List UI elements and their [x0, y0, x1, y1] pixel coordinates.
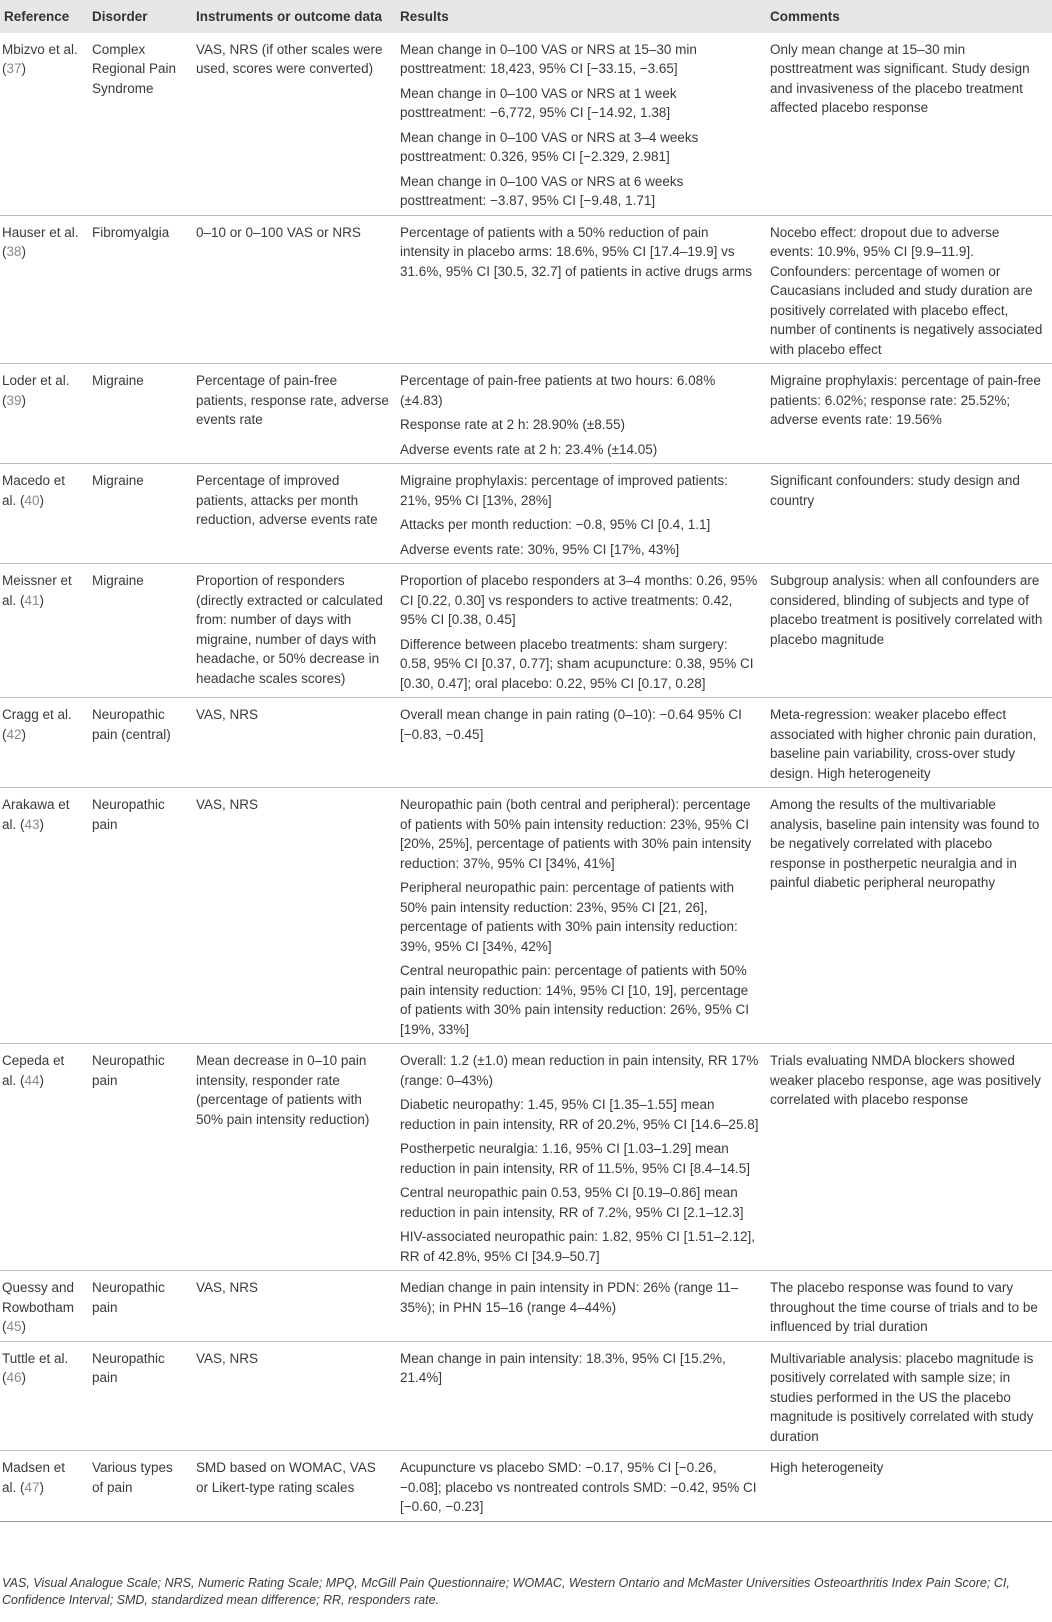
table-row: [0, 1451, 1052, 1522]
cell-disorder: Neuropathic pain: [88, 1044, 192, 1271]
reference-citation-link[interactable]: 38: [6, 244, 22, 259]
table-row: [0, 1341, 1052, 1451]
cell-comments: Trials evaluating NMDA blockers showed weaker placebo response, age was positively correlated with placebo response: [766, 1044, 1052, 1271]
reference-author: Mbizvo et al. (: [2, 41, 78, 76]
result-item: Adverse events rate at 2 h: 23.4% (±14.05): [400, 441, 658, 457]
table-row: [0, 464, 1052, 564]
reference-author: Arakawa et al. (: [2, 797, 70, 832]
reference-author: Cepeda et al. (: [2, 1053, 65, 1088]
reference-citation-link[interactable]: 39: [6, 392, 22, 408]
cell-results: [396, 33, 766, 216]
result-item: Overall mean change in pain rating (0–10): −0.64 95% CI [−0.83, −0.45]: [400, 707, 742, 742]
cell-disorder: Neuropathic pain: [88, 1271, 192, 1342]
cell-instruments: VAS, NRS: [192, 1271, 396, 1342]
reference-paren: ): [21, 1319, 27, 1334]
reference-paren: ): [21, 1370, 27, 1385]
header-comments: Comments: [766, 0, 1052, 33]
reference-author: Madsen et al. (: [2, 1460, 66, 1495]
cell-results: [396, 564, 766, 698]
reference-paren: ): [39, 1479, 45, 1495]
cell-comments: Subgroup analysis: when all confounders are considered, blinding of subjects and type of placebo treatment is positively correlated with placebo magnitude: [766, 564, 1052, 698]
cell-comments: Among the results of the multivariable analysis, baseline pain intensity was found to be negatively correlated with placebo response in postherpetic neuralgia and in painful diabetic peripheral neuropathy: [766, 788, 1052, 1044]
header-results: Results: [396, 0, 766, 33]
cell-reference: [0, 215, 88, 364]
reference-paren: ): [39, 592, 45, 608]
cell-instruments: SMD based on WOMAC, VAS or Likert-type rating scales: [192, 1451, 396, 1522]
result-item: Peripheral neuropathic pain: percentage of patients with 50% pain intensity reduction: 23%, 95% CI [21, 26], percentage of patients with 30% pain intensity reduction: 39%, 95% CI [34%, 42%]: [400, 880, 738, 954]
reference-paren: ): [39, 816, 45, 832]
reference-author: Macedo et al. (: [2, 473, 66, 508]
reference-author: Meissner et al. (: [2, 573, 72, 608]
result-item: Diabetic neuropathy: 1.45, 95% CI [1.35–1.55] mean reduction in pain intensity, RR of 20.2%, 95% CI [14.6–25.8]: [400, 1097, 759, 1132]
reference-paren: ): [21, 61, 27, 76]
cell-instruments: Percentage of pain-free patients, response rate, adverse events rate: [192, 364, 396, 464]
cell-reference: [0, 1341, 88, 1451]
reference-citation-link[interactable]: 40: [24, 492, 40, 508]
cell-results: [396, 364, 766, 464]
cell-reference: [0, 1271, 88, 1342]
reference-paren: ): [39, 1072, 45, 1088]
cell-results: [396, 464, 766, 564]
reference-citation-link[interactable]: 46: [6, 1370, 22, 1385]
result-item: Difference between placebo treatments: sham surgery: 0.58, 95% CI [0.37, 0.77]; sham acupuncture: 0.38, 95% CI [0.30, 0.47]; oral placebo: 0.22, 95% CI [0.17, 0.28]: [400, 636, 754, 691]
cell-comments: The placebo response was found to vary throughout the time course of trials and to be influenced by trial duration: [766, 1271, 1052, 1342]
cell-instruments: VAS, NRS: [192, 698, 396, 788]
result-item: Mean change in 0–100 VAS or NRS at 15–30 min posttreatment: 18,423, 95% CI [−33.15, −3.65]: [400, 41, 697, 76]
result-item: Median change in pain intensity in PDN: 26% (range 11–35%); in PHN 15–16 (range 4–44%): [400, 1280, 739, 1315]
cell-instruments: VAS, NRS: [192, 788, 396, 1044]
result-item: Response rate at 2 h: 28.90% (±8.55): [400, 417, 626, 432]
table-header-row: [0, 0, 1052, 33]
cell-reference: [0, 1044, 88, 1271]
cell-results: [396, 698, 766, 788]
result-item: Acupuncture vs placebo SMD: −0.17, 95% CI [−0.26, −0.08]; placebo vs nontreated controls SMD: −0.42, 95% CI [−0.60, −0.23]: [400, 1460, 757, 1514]
result-item: Mean change in 0–100 VAS or NRS at 6 weeks posttreatment: −3.87, 95% CI [−9.48, 1.71]: [400, 173, 684, 208]
reference-citation-link[interactable]: 45: [6, 1319, 22, 1334]
header-instruments: Instruments or outcome data: [192, 0, 396, 33]
table-footnote: VAS, Visual Analogue Scale; NRS, Numeric Rating Scale; MPQ, McGill Pain Questionnaire; WOMAC, Western Ontario and McMaster Universities Osteoarthritis Index Pain Score; CI, Confidence Interval; SMD, standardized mean difference; RR, responders rate.: [2, 1576, 1010, 1607]
table-body: [0, 33, 1052, 1522]
cell-reference: [0, 464, 88, 564]
cell-reference: [0, 564, 88, 698]
reference-citation-link[interactable]: 44: [24, 1072, 40, 1088]
cell-disorder: Neuropathic pain: [88, 788, 192, 1044]
result-item: Mean change in pain intensity: 18.3%, 95% CI [15.2%, 21.4%]: [400, 1350, 726, 1385]
cell-instruments: Mean decrease in 0–10 pain intensity, responder rate (percentage of patients with 50% pain intensity reduction): [192, 1044, 396, 1271]
cell-instruments: VAS, NRS: [192, 1341, 396, 1451]
table-row: [0, 1044, 1052, 1271]
table-row: [0, 364, 1052, 464]
cell-comments: Multivariable analysis: placebo magnitude is positively correlated with sample size; in studies performed in the US the placebo magnitude is positively correlated with study duration: [766, 1341, 1052, 1451]
result-item: Postherpetic neuralgia: 1.16, 95% CI [1.03–1.29] mean reduction in pain intensity, RR of 11.5%, 95% CI [8.4–14.5]: [400, 1141, 750, 1176]
result-item: Mean change in 0–100 VAS or NRS at 1 week posttreatment: −6,772, 95% CI [−14.92, 1.38]: [400, 85, 677, 120]
cell-comments: Nocebo effect: dropout due to adverse events: 10.9%, 95% CI [9.9–11.9]. Confounders: percentage of women or Caucasians included and study duration are positively correlated with placebo effect, number of continents is negatively associated with placebo effect: [766, 215, 1052, 364]
reference-paren: ): [21, 392, 27, 408]
result-item: Central neuropathic pain: percentage of patients with 50% pain intensity reduction: 14%, 95% CI [10, 19], percentage of patients with 30% pain intensity reduction: 26%, 95% CI [19%, 33%]: [400, 963, 749, 1037]
cell-disorder: Various types of pain: [88, 1451, 192, 1522]
header-reference: Reference: [0, 0, 88, 33]
cell-comments: Significant confounders: study design and country: [766, 464, 1052, 564]
cell-comments: Meta-regression: weaker placebo effect associated with higher chronic pain duration, baseline pain variability, cross-over study design. High heterogeneity: [766, 698, 1052, 788]
result-item: HIV-associated neuropathic pain: 1.82, 95% CI [1.51–2.12], RR of 42.8%, 95% CI [34.9–50.7]: [400, 1229, 755, 1264]
cell-comments: Migraine prophylaxis: percentage of pain-free patients: 6.02%; response rate: 25.52%; adverse events rate: 19.56%: [766, 364, 1052, 464]
cell-disorder: Neuropathic pain: [88, 1341, 192, 1451]
reference-author: Quessy and Rowbotham (: [2, 1280, 75, 1334]
reference-author: Cragg et al. (: [2, 707, 72, 742]
result-item: Percentage of pain-free patients at two hours: 6.08% (±4.83): [400, 373, 716, 408]
cell-reference: [0, 33, 88, 216]
result-item: Proportion of placebo responders at 3–4 months: 0.26, 95% CI [0.22, 0.30] vs responders to active treatments: 0.42, 95% CI [0.38, 0.45]: [400, 573, 758, 627]
header-disorder: Disorder: [88, 0, 192, 33]
cell-results: [396, 788, 766, 1044]
table-row: [0, 564, 1052, 698]
result-item: Attacks per month reduction: −0.8, 95% CI [0.4, 1.1]: [400, 517, 711, 532]
cell-results: [396, 1451, 766, 1522]
result-item: Overall: 1.2 (±1.0) mean reduction in pain intensity, RR 17% (range: 0–43%): [400, 1053, 759, 1088]
reference-paren: ): [39, 492, 45, 508]
reference-author: Tuttle et al. (: [2, 1350, 69, 1385]
table-row: [0, 1271, 1052, 1342]
result-item: Percentage of patients with a 50% reduction of pain intensity in placebo arms: 18.6%, 95% CI [17.4–19.9] vs 31.6%, 95% CI [30.5, 32.7] of patients in active drugs arms: [400, 224, 752, 279]
reference-paren: ): [21, 726, 27, 742]
cell-comments: High heterogeneity: [766, 1451, 1052, 1522]
table-row: [0, 698, 1052, 788]
cell-disorder: Migraine: [88, 464, 192, 564]
result-item: Adverse events rate: 30%, 95% CI [17%, 43%]: [400, 541, 680, 557]
result-item: Central neuropathic pain 0.53, 95% CI [0.19–0.86] mean reduction in pain intensity, RR of 7.2%, 95% CI [2.1–12.3]: [400, 1185, 744, 1220]
result-item: Mean change in 0–100 VAS or NRS at 3–4 weeks posttreatment: 0.326, 95% CI [−2.329, 2.981]: [400, 129, 699, 164]
cell-reference: [0, 1451, 88, 1522]
cell-reference: [0, 788, 88, 1044]
cell-disorder: Migraine: [88, 564, 192, 698]
cell-comments: Only mean change at 15–30 min posttreatment was significant. Study design and invasiveness of the placebo treatment affected placebo response: [766, 33, 1052, 216]
cell-disorder: Complex Regional Pain Syndrome: [88, 33, 192, 216]
cell-results: [396, 1044, 766, 1271]
reference-citation-link[interactable]: 37: [6, 61, 22, 76]
reference-citation-link[interactable]: 43: [24, 816, 40, 832]
table-row: [0, 788, 1052, 1044]
result-item: Neuropathic pain (both central and peripheral): percentage of patients with 50% pain intensity reduction: 23%, 95% CI [20%, 25%], percentage of patients with 30% pain intensity reduction: 37%, 95% CI [34%, 41%]: [400, 797, 752, 871]
reference-citation-link[interactable]: 42: [6, 726, 22, 742]
cell-disorder: Fibromyalgia: [88, 215, 192, 364]
reference-citation-link[interactable]: 47: [24, 1479, 40, 1495]
cell-results: [396, 1271, 766, 1342]
cell-instruments: Proportion of responders (directly extracted or calculated from: number of days with migraine, number of days with headache, or 50% decrease in headache scales scores): [192, 564, 396, 698]
reference-paren: ): [21, 244, 27, 259]
result-item: Migraine prophylaxis: percentage of improved patients: 21%, 95% CI [13%, 28%]: [400, 473, 728, 508]
table-row: [0, 33, 1052, 216]
cell-instruments: 0–10 or 0–100 VAS or NRS: [192, 215, 396, 364]
cell-instruments: VAS, NRS (if other scales were used, scores were converted): [192, 33, 396, 216]
reference-author: Loder et al. (: [2, 373, 70, 408]
table-row: [0, 215, 1052, 364]
cell-disorder: Migraine: [88, 364, 192, 464]
cell-reference: [0, 698, 88, 788]
cell-results: [396, 215, 766, 364]
cell-results: [396, 1341, 766, 1451]
reference-author: Hauser et al. (: [2, 224, 79, 259]
cell-disorder: Neuropathic pain (central): [88, 698, 192, 788]
cell-instruments: Percentage of improved patients, attacks per month reduction, adverse events rate: [192, 464, 396, 564]
cell-reference: [0, 364, 88, 464]
reference-citation-link[interactable]: 41: [24, 592, 40, 608]
